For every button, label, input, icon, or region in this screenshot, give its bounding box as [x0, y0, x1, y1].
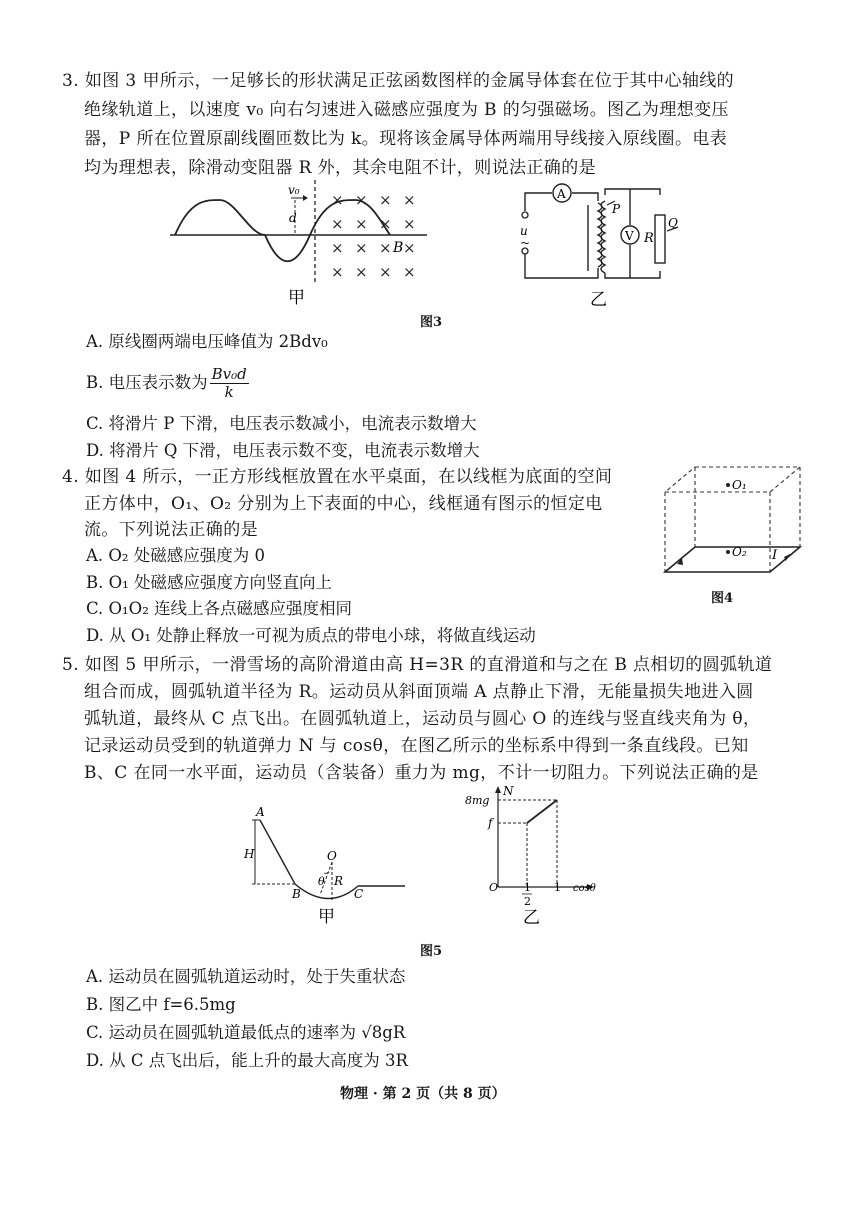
- fig5-f-label: f: [488, 816, 493, 830]
- svg-text:×: ×: [331, 191, 344, 209]
- figure-5-jia: [240, 800, 410, 930]
- fig5-R-label: R: [334, 874, 344, 888]
- magnetic-field-crosses: [331, 191, 416, 281]
- q3-option-b-denominator: k: [224, 383, 234, 401]
- q3-stem-line-2: 绝缘轨道上，以速度 v₀ 向右匀速进入磁感应强度为 B 的匀强磁场。图乙为理想变压: [84, 100, 729, 120]
- slider-P-label: P: [612, 202, 621, 216]
- svg-text:×: ×: [403, 215, 416, 233]
- fig5-C-label: C: [354, 887, 364, 901]
- fig3-B-label: B: [393, 240, 404, 256]
- q4-option-c: C. O₁O₂ 连线上各点磁感应强度相同: [86, 599, 353, 618]
- svg-text:×: ×: [355, 215, 368, 233]
- fig3-d-label: d: [289, 211, 297, 225]
- fig3-v0-label: v₀: [288, 183, 300, 197]
- fig5-theta-label: θ: [318, 875, 325, 888]
- svg-text:×: ×: [379, 191, 392, 209]
- fig5-H-label: H: [244, 847, 255, 861]
- q5-stem-line-2: 组合而成，圆弧轨道半径为 R。运动员从斜面顶端 A 点静止下滑，无能量损失地进入圆: [84, 682, 754, 702]
- svg-text:×: ×: [403, 263, 416, 281]
- q5-option-d: D. 从 C 点飞出后，能上升的最大高度为 3R: [86, 1051, 408, 1070]
- svg-text:×: ×: [403, 239, 416, 257]
- fig5-A-label: A: [256, 805, 265, 819]
- fig3-jia-label: 甲: [288, 288, 305, 308]
- fig5-jia-label: 甲: [318, 907, 335, 927]
- fig5-B-label: B: [292, 887, 301, 901]
- svg-text:×: ×: [355, 191, 368, 209]
- q3-option-a: A. 原线圈两端电压峰值为 2Bdv₀: [86, 332, 328, 351]
- q3-option-c: C. 将滑片 P 下滑，电压表示数减小，电流表示数增大: [86, 414, 477, 433]
- ammeter-label: A: [557, 187, 566, 201]
- q4-option-b: B. O₁ 处磁感应强度方向竖直向上: [86, 573, 333, 592]
- q3-option-d: D. 将滑片 Q 下滑，电压表示数不变，电流表示数增大: [86, 441, 480, 460]
- voltmeter-label: V: [625, 229, 634, 243]
- svg-text:×: ×: [355, 239, 368, 257]
- n-vs-cos-line-segment: [527, 800, 557, 823]
- fig5-x-axis-label: cosθ: [573, 883, 596, 894]
- q5-option-b: B. 图乙中 f=6.5mg: [86, 995, 236, 1014]
- q3-stem-line-4: 均为理想表，除滑动变阻器 R 外，其余电阻不计，则说法正确的是: [84, 158, 597, 178]
- source-ac-symbol: ~: [520, 236, 531, 250]
- q3-stem-line-1: 3. 如图 3 甲所示，一足够长的形状满足正弦函数图样的金属导体套在位于其中心轴线的: [62, 71, 735, 91]
- source-u-label: u: [520, 224, 528, 238]
- fig5-one-tick: 1: [554, 881, 561, 894]
- fig4-current-I-label: I: [772, 548, 778, 563]
- q5-option-a: A. 运动员在圆弧轨道运动时，处于失重状态: [86, 967, 406, 986]
- q3-option-b-fraction: [210, 366, 249, 401]
- figure-5-caption: 图5: [420, 944, 443, 959]
- figure-3-jia: [165, 180, 455, 310]
- fig5-yi-label: 乙: [523, 908, 540, 928]
- svg-text:×: ×: [331, 215, 344, 233]
- fig4-O2-label: O₂: [732, 545, 747, 559]
- fig5-N-axis-label: N: [503, 784, 514, 798]
- q5-stem-line-5: B、C 在同一水平面，运动员（含装备）重力为 mg，不计一切阻力。下列说法正确的是: [84, 763, 759, 783]
- q5-stem-line-1: 5. 如图 5 甲所示，一滑雪场的高阶滑道由高 H=3R 的直滑道和与之在 B 点相切的圆弧轨道: [62, 655, 773, 675]
- q4-option-d: D. 从 O₁ 处静止释放一可视为质点的带电小球，将做直线运动: [86, 626, 536, 645]
- fig5-origin-label: O: [489, 881, 499, 894]
- svg-text:×: ×: [379, 263, 392, 281]
- fig5-half-denominator: 2: [524, 895, 531, 908]
- q5-stem-line-4: 记录运动员受到的轨道弹力 N 与 cosθ，在图乙所示的坐标系中得到一条直线段。已知: [84, 736, 749, 756]
- fig5-O-label: O: [327, 849, 337, 863]
- slider-Q-label: Q: [668, 216, 678, 230]
- q3-option-b: [86, 360, 249, 406]
- q4-stem-line-3: 流。下列说法正确的是: [84, 520, 258, 540]
- figure-4-caption: 图4: [711, 591, 734, 606]
- svg-text:×: ×: [331, 263, 344, 281]
- page-footer: 物理 · 第 2 页（共 8 页）: [340, 1086, 506, 1102]
- svg-text:×: ×: [379, 215, 392, 233]
- svg-text:×: ×: [331, 239, 344, 257]
- svg-text:×: ×: [403, 191, 416, 209]
- q3-stem-line-3: 器，P 所在位置原副线圈匝数比为 k。现将该金属导体两端用导线接入原线圈。电表: [84, 129, 728, 149]
- resistor-R-label: R: [644, 231, 654, 246]
- fig5-y-8mg-label: 8mg: [465, 794, 490, 807]
- figure-4-cube: [660, 462, 805, 577]
- fig5-half-numerator: 1: [524, 881, 531, 894]
- figure-3-yi-circuit: [510, 183, 690, 308]
- q4-stem-line-1: 4. 如图 4 所示，一正方形线框放置在水平桌面，在以线框为底面的空间: [62, 467, 613, 487]
- figure-3-caption: 图3: [420, 315, 443, 330]
- q3-option-b-prefix: B. 电压表示数为: [86, 373, 208, 392]
- q4-option-a: A. O₂ 处磁感应强度为 0: [86, 546, 266, 565]
- fig3-yi-label: 乙: [590, 290, 607, 310]
- q5-option-c: C. 运动员在圆弧轨道最低点的速率为 √8gR: [86, 1023, 406, 1042]
- q3-option-b-numerator: Bv₀d: [211, 365, 247, 383]
- q5-stem-line-3: 弧轨道，最终从 C 点飞出。在圆弧轨道上，运动员与圆心 O 的连线与竖直线夹角为 θ，: [84, 709, 761, 729]
- svg-text:×: ×: [379, 239, 392, 257]
- svg-text:×: ×: [355, 263, 368, 281]
- fig4-O1-label: O₁: [732, 478, 747, 492]
- figure-5-yi-graph: [465, 784, 605, 928]
- q4-stem-line-2: 正方体中，O₁、O₂ 分别为上下表面的中心，线框通有图示的恒定电: [84, 494, 603, 514]
